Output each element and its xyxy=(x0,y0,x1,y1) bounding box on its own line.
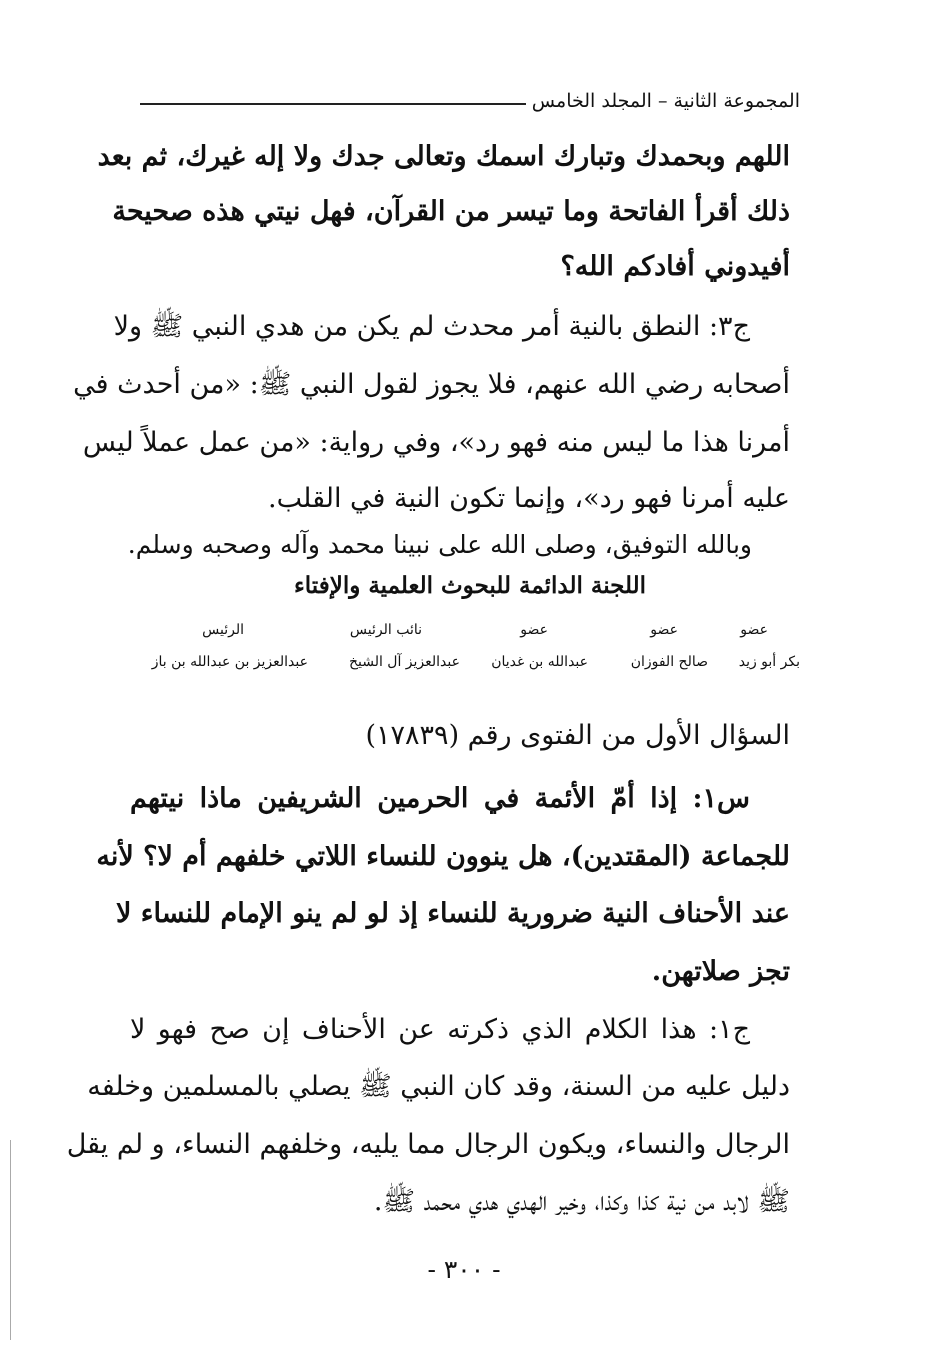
signatory-name: بكر أبو زيد xyxy=(738,654,800,670)
answer-line: ﷺ لابد من نية كذا وكذا، وخير الهدي هدي محمد ﷺ. xyxy=(373,1186,790,1217)
header-rule xyxy=(140,103,526,105)
page-number: - ٣٠٠ - xyxy=(427,1255,501,1284)
question-line: أفيدوني أفادكم الله؟ xyxy=(560,251,790,282)
answer-line: ج١: هذا الكلام الذي ذكرته عن الأحناف إن صح فهو لا xyxy=(130,1014,750,1045)
signatory-role: الرئيس xyxy=(202,622,244,638)
question-line: س١: إذا أمّ الأئمة في الحرمين الشريفين ماذا نيتهم xyxy=(130,783,750,814)
signatory-role: عضو xyxy=(650,622,678,638)
signatory-name: صالح الفوزان xyxy=(630,654,708,670)
committee-name: اللجنة الدائمة للبحوث العلمية والإفتاء xyxy=(293,572,647,599)
signatory-name: عبدالعزيز بن عبدالله بن باز xyxy=(151,654,308,670)
header-title: المجموعة الثانية – المجلد الخامس xyxy=(531,90,800,112)
answer-line: عليه أمرنا فهو رد»، وإنما تكون النية في القلب. xyxy=(268,483,790,514)
question-line: ذلك أقرأ الفاتحة وما تيسر من القرآن، فهل نيتي هذه صحيحة xyxy=(112,196,790,227)
answer-line: أصحابه رضي الله عنهم، فلا يجوز لقول النبي ﷺ: «من أحدث في xyxy=(73,369,790,400)
answer-line: أمرنا هذا ما ليس منه فهو رد»، وفي رواية: «من عمل عملاً ليس xyxy=(82,427,790,458)
running-header xyxy=(140,84,800,118)
signatory-role: نائب الرئيس xyxy=(349,622,422,638)
answer-line: الرجال والنساء، ويكون الرجال مما يليه، وخلفهم النساء، و لم يقل xyxy=(66,1129,790,1160)
question-line: عند الأحناف النية ضرورية للنساء إذ لو لم ينو الإمام للنساء لا xyxy=(115,898,790,929)
question-line: اللهم وبحمدك وتبارك اسمك وتعالى جدك ولا إله غيرك، ثم بعد xyxy=(97,141,790,172)
answer-line: ج٣: النطق بالنية أمر محدث لم يكن من هدي النبي ﷺ ولا xyxy=(113,311,750,342)
signatory-name: عبدالله بن غديان xyxy=(491,654,588,670)
fatwa-section-title: السؤال الأول من الفتوى رقم (١٧٨٣٩) xyxy=(365,720,790,751)
answer-line: دليل عليه من السنة، وقد كان النبي ﷺ يصلي بالمسلمين وخلفه xyxy=(87,1071,790,1102)
scan-margin-mark xyxy=(10,1140,11,1340)
closing-formula: وبالله التوفيق، وصلى الله على نبينا محمد وآله وصحبه وسلم. xyxy=(127,530,752,559)
signatory-role: عضو xyxy=(520,622,548,638)
question-line: تجز صلاتهن. xyxy=(651,956,790,987)
question-line: للجماعة (المقتدين)، هل ينوون للنساء اللاتي خلفهم أم لا؟ لأنه xyxy=(96,841,790,872)
signatory-name: عبدالعزيز آل الشيخ xyxy=(348,654,460,670)
signatory-role: عضو xyxy=(740,622,768,638)
